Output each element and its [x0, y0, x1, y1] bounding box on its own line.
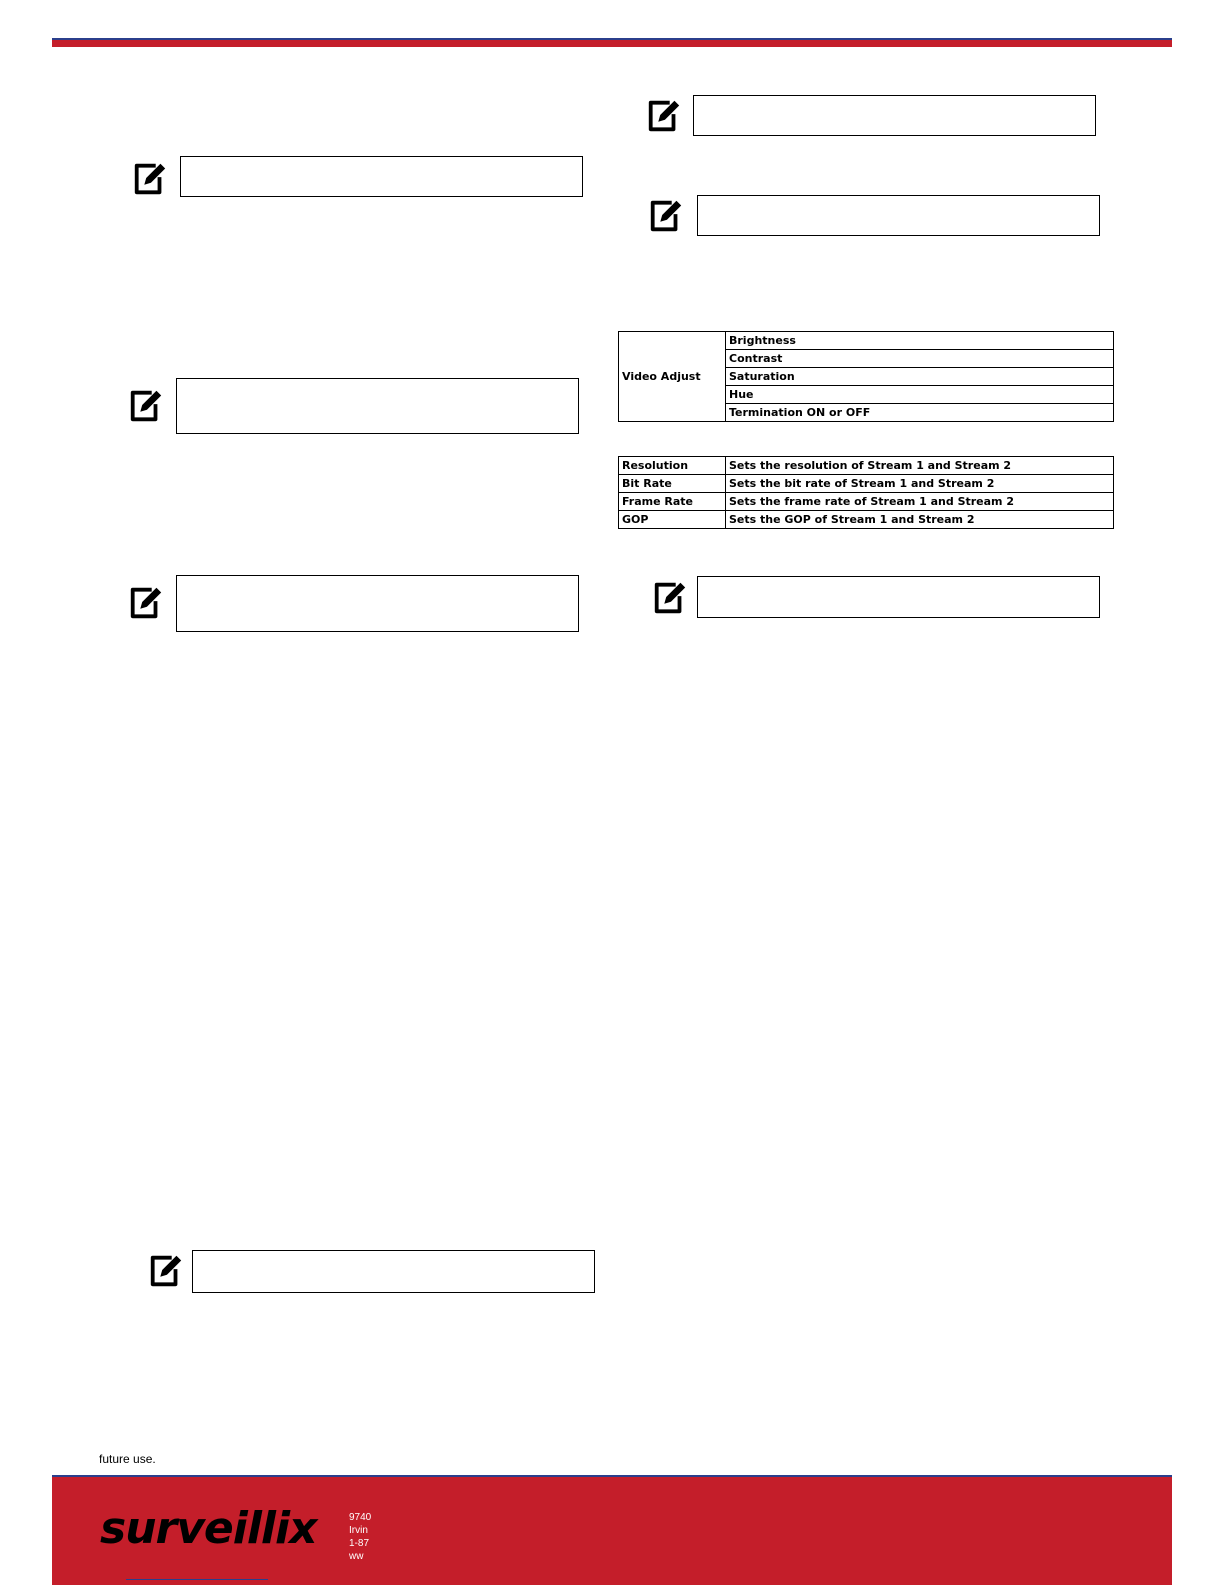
note-edit-icon [645, 97, 683, 135]
address-line: Irvin [349, 1525, 368, 1536]
footer-address [349, 1511, 371, 1563]
address-line: 1-87 [349, 1538, 370, 1549]
stream-setting-name: Resolution [619, 457, 726, 475]
table-row [619, 493, 1114, 511]
table-row [619, 475, 1114, 493]
header-bar [52, 38, 1172, 47]
note-box [176, 378, 579, 434]
note-box [192, 1250, 595, 1293]
note-edit-icon [127, 584, 165, 622]
video-adjust-item: Contrast [726, 350, 1114, 368]
note-box [697, 195, 1100, 236]
footer-link-underline [126, 1579, 268, 1580]
note-box [176, 575, 579, 632]
stream-setting-description: Sets the bit rate of Stream 1 and Stream 2 [726, 475, 1114, 493]
note-edit-icon [651, 579, 689, 617]
note-edit-icon [147, 1252, 185, 1290]
note-box [697, 576, 1100, 618]
stream-setting-description: Sets the frame rate of Stream 1 and Stream 2 [726, 493, 1114, 511]
note-edit-icon [647, 197, 685, 235]
note-edit-icon [131, 160, 169, 198]
stream-setting-name: GOP [619, 511, 726, 529]
stream-setting-description: Sets the GOP of Stream 1 and Stream 2 [726, 511, 1114, 529]
video-adjust-item: Saturation [726, 368, 1114, 386]
stream-setting-name: Frame Rate [619, 493, 726, 511]
note-box [180, 156, 583, 197]
stream-setting-name: Bit Rate [619, 475, 726, 493]
table-row [619, 511, 1114, 529]
footer-bar [52, 1475, 1172, 1585]
address-line: 9740 [349, 1512, 372, 1523]
video-adjust-item: Termination ON or OFF [726, 404, 1114, 422]
video-adjust-label: Video Adjust [619, 332, 726, 422]
brand-logo: surveillix [100, 1503, 317, 1554]
stream-setting-description: Sets the resolution of Stream 1 and Stream 2 [726, 457, 1114, 475]
video-adjust-table [618, 331, 1114, 422]
note-edit-icon [127, 387, 165, 425]
video-adjust-item: Hue [726, 386, 1114, 404]
note-box [693, 95, 1096, 136]
video-adjust-item: Brightness [726, 332, 1114, 350]
footer-note-text: future use. [99, 1452, 156, 1466]
address-line: ww [349, 1551, 364, 1562]
table-row [619, 457, 1114, 475]
stream-settings-table [618, 456, 1114, 529]
